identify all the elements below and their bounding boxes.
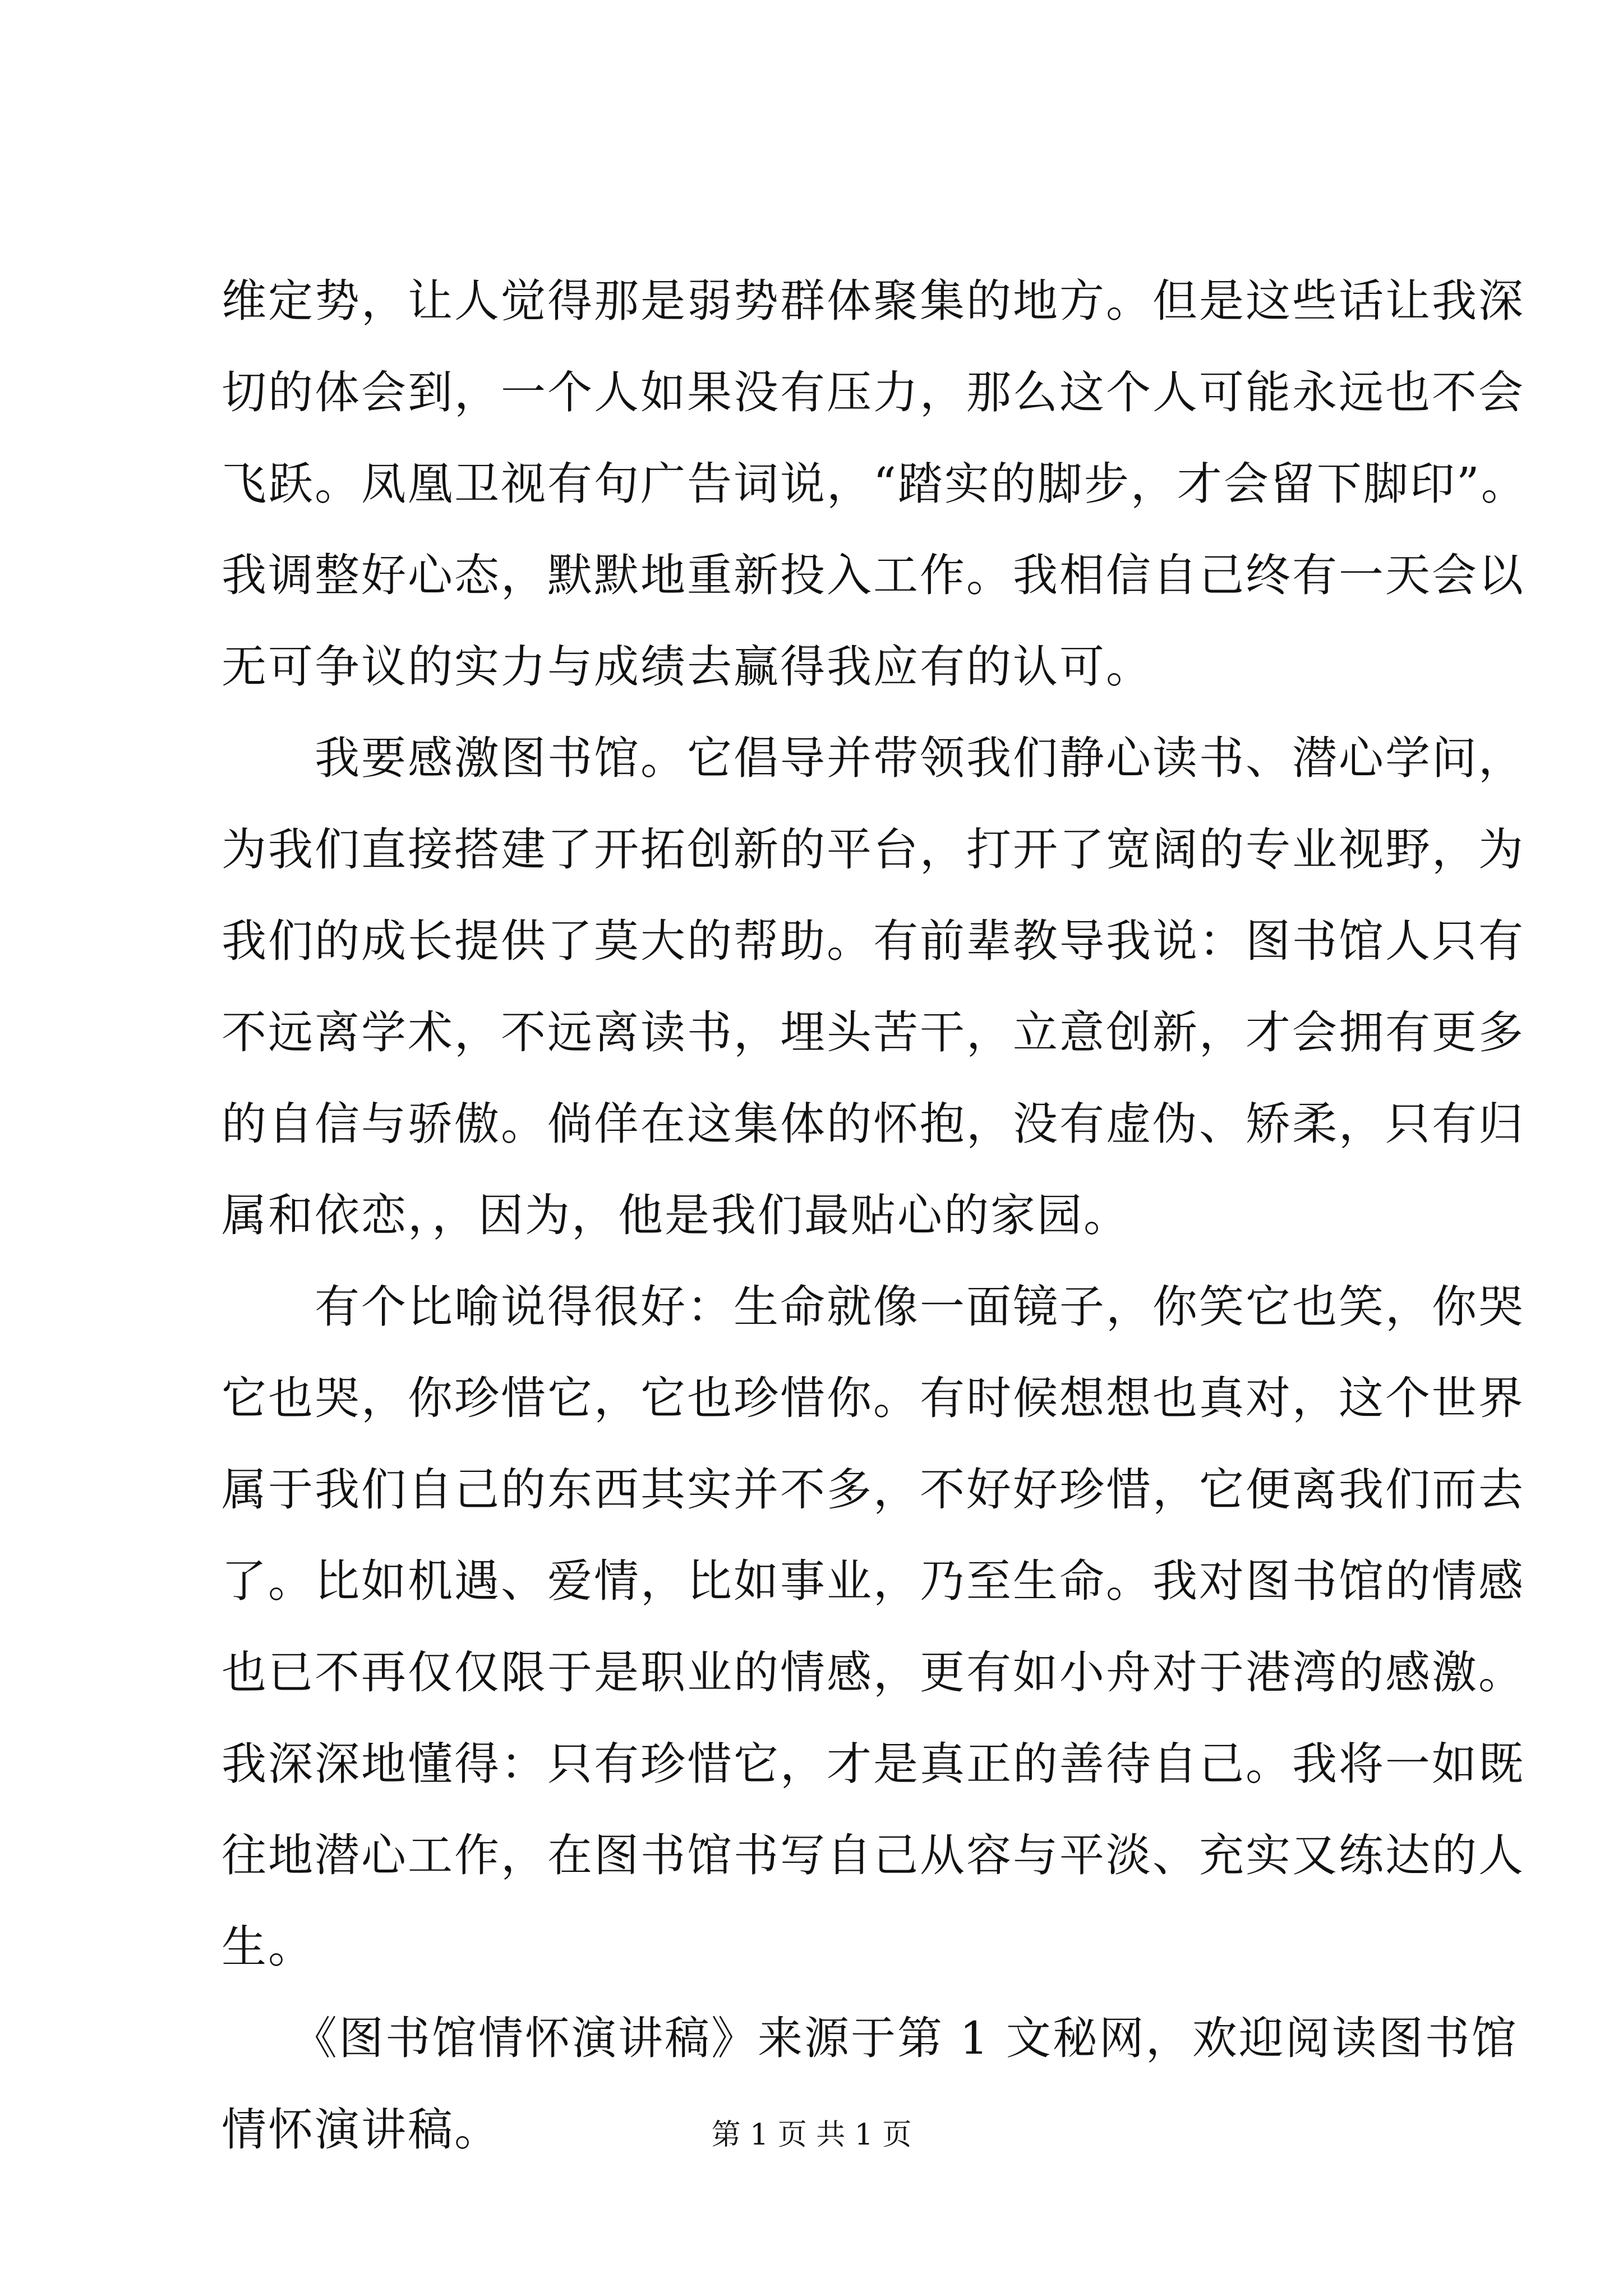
- text-line: 情怀演讲稿。: [222, 2104, 501, 2156]
- text-line: 我深深地懂得：只有珍惜它，才是真正的善待自己。我将一如既: [222, 1738, 1525, 1790]
- text-line: 不远离学术，不远离读书，埋头苦干，立意创新，才会拥有更多: [222, 1006, 1525, 1059]
- text-line: 飞跃。凤凰卫视有句广告词说，“踏实的脚步，才会留下脚印”。: [222, 458, 1528, 510]
- text-line: 往地潜心工作，在图书馆书写自己从容与平淡、充实又练达的人: [222, 1829, 1525, 1881]
- text-line: 属于我们自己的东西其实并不多，不好好珍惜，它便离我们而去: [222, 1464, 1525, 1516]
- text-line: 无可争议的实力与成绩去赢得我应有的认可。: [222, 641, 1152, 693]
- text-line: 它也哭，你珍惜它，它也珍惜你。有时候想想也真对，这个世界: [222, 1372, 1525, 1424]
- text-line: 了。比如机遇、爱情，比如事业，乃至生命。我对图书馆的情感: [222, 1555, 1525, 1607]
- text-line: 切的体会到，一个人如果没有压力，那么这个人可能永远也不会: [222, 366, 1525, 418]
- text-line: 维定势，让人觉得那是弱势群体聚集的地方。但是这些话让我深: [222, 275, 1525, 327]
- text-line: 的自信与骄傲。倘佯在这集体的怀抱，没有虚伪、矫柔，只有归: [222, 1098, 1525, 1150]
- text-line: 有个比喻说得很好：生命就像一面镜子，你笑它也笑，你哭: [222, 1281, 1525, 1333]
- body-text: [222, 255, 1528, 2175]
- text-line: 我要感激图书馆。它倡导并带领我们静心读书、潜心学问，: [222, 732, 1525, 784]
- text-line: 生。: [222, 1921, 315, 1973]
- text-line: 属和依恋，，因为，他是我们最贴心的家园。: [222, 1189, 1130, 1241]
- text-line: 我调整好心态，默默地重新投入工作。我相信自己终有一天会以: [222, 549, 1525, 601]
- text-line: 为我们直接搭建了开拓创新的平台，打开了宽阔的专业视野，为: [222, 823, 1525, 876]
- page-number-footer: 第 1 页 共 1 页: [711, 2118, 912, 2152]
- text-line: 我们的成长提供了莫大的帮助。有前辈教导我说：图书馆人只有: [222, 915, 1525, 967]
- text-line: 也已不再仅仅限于是职业的情感，更有如小舟对于港湾的感激。: [222, 1646, 1525, 1699]
- text-line: 《图书馆情怀演讲稿》来源于第 1 文秘网，欢迎阅读图书馆: [222, 2012, 1518, 2064]
